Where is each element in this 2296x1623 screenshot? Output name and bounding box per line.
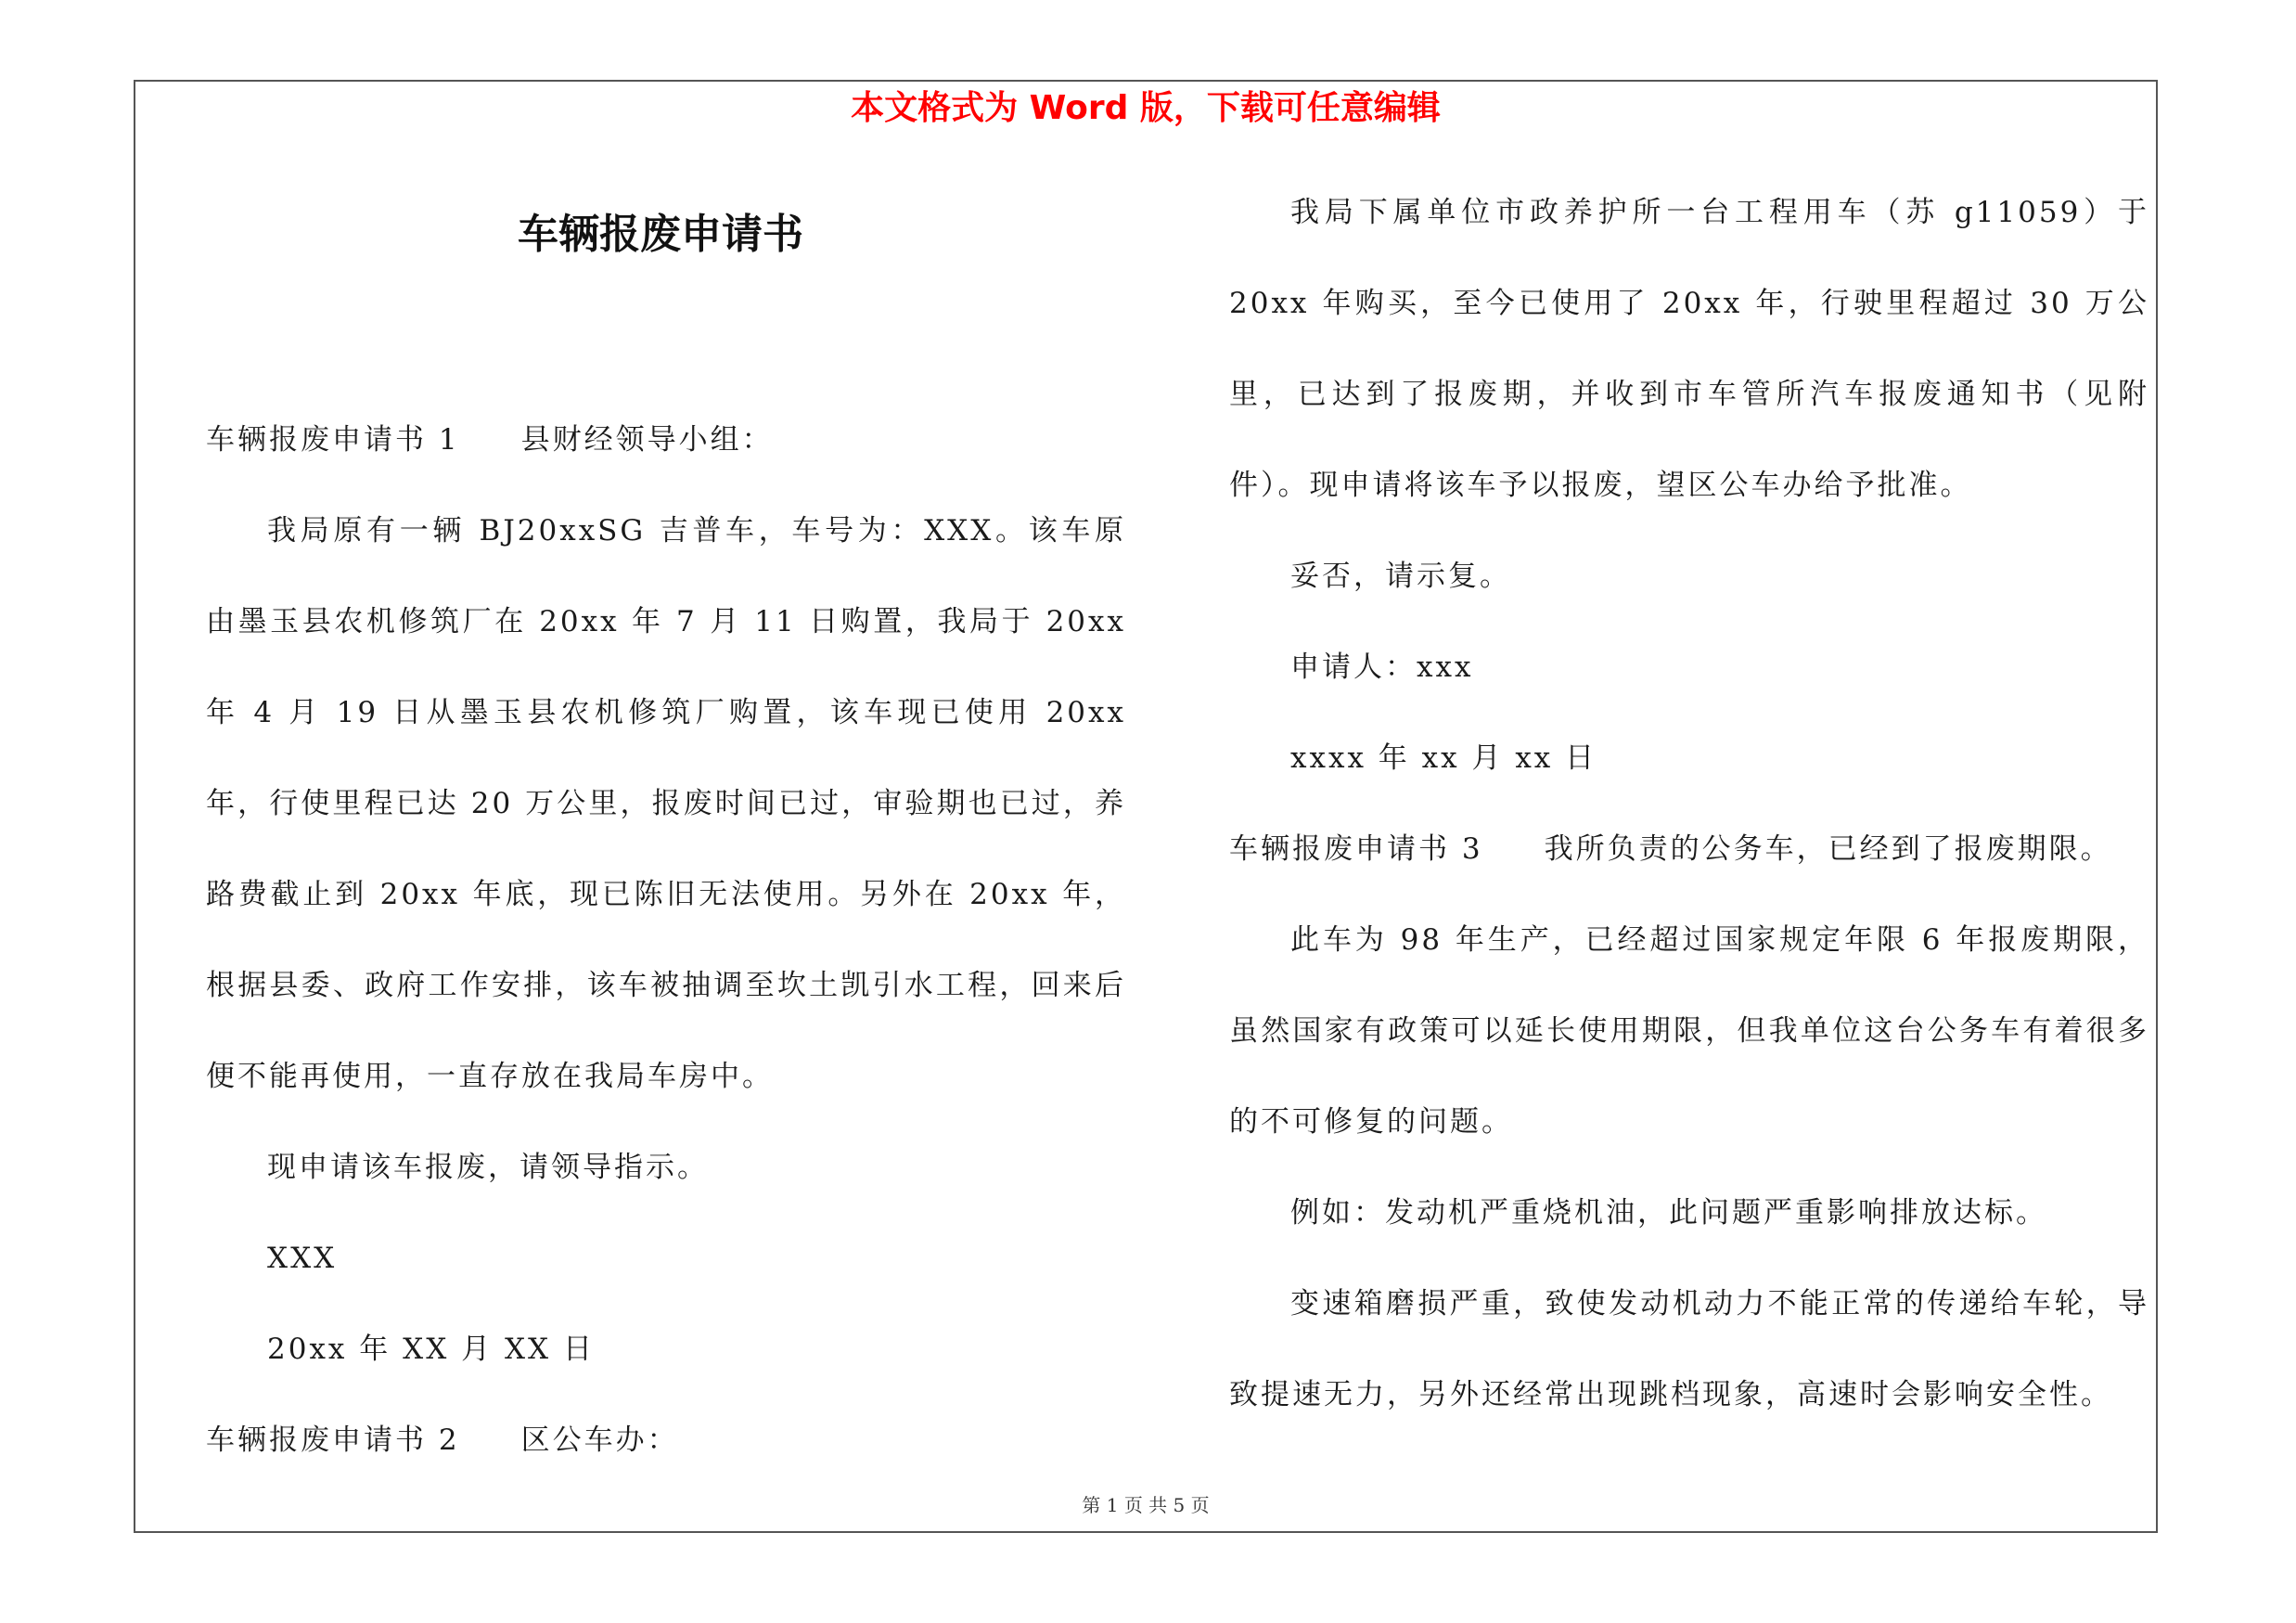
section-3-paragraph-1: 此车为 98 年生产，已经超过国家规定年限 6 年报废期限，虽然国家有政策可以延长使用期限，但我单位这台公务车有着很多的不可修复的问题。: [1229, 923, 2149, 1139]
section-2-heading-line: [206, 1395, 1126, 1486]
format-banner: 本文格式为 Word 版，下载可任意编辑: [851, 89, 1441, 127]
section-2-applicant: 申请人：xxx: [1290, 650, 1474, 684]
section-3-paragraph-3: 变速箱磨损严重，致使发动机动力不能正常的传递给车轮，导致提速无力，另外还经常出现跳档现象，高速时会影响安全性。: [1229, 1287, 2149, 1411]
section-1-signer: XXX: [267, 1242, 338, 1275]
section-1-heading-line: [206, 394, 1126, 485]
left-column: [206, 394, 1126, 1486]
section-3-heading-line: [1229, 804, 2149, 895]
page-number-footer: 第 1 页 共 5 页: [1082, 1494, 1210, 1516]
section-2-body: 我局下属单位市政养护所一台工程用车（苏 g11059）于 20xx 年购买，至今已使用了 20xx 年，行驶里程超过 30 万公里，已达到了报废期，并收到市车管所汽车报废通知书（见附件）。现申请将该车予以报废，望区公车办给予批准。: [1229, 196, 2149, 502]
section-2-date: xxxx 年 xx 月 xx 日: [1290, 741, 1597, 775]
section-3-heading: 车辆报废申请书 3: [1229, 832, 1483, 866]
section-3-paragraph-2: 例如：发动机严重烧机油，此问题严重影响排放达标。: [1290, 1196, 2047, 1230]
document-title: 车辆报废申请书: [518, 211, 803, 258]
section-1-salutation: 县财经领导小组：: [520, 423, 774, 457]
section-2-salutation: 区公车办：: [520, 1423, 679, 1457]
section-1-date: 20xx 年 XX 月 XX 日: [267, 1333, 595, 1366]
section-1-request: 现申请该车报废，请领导指示。: [267, 1151, 709, 1184]
section-2-closing: 妥否，请示复。: [1290, 560, 1511, 593]
section-1-body: 我局原有一辆 BJ20xxSG 吉普车，车号为：XXX。该车原由墨玉县农机修筑厂在 20xx 年 7 月 11 日购置，我局于 20xx 年 4 月 19 日从墨玉县农机修筑厂购置，该车现已使用 20xx 年，行使里程已达 20 万公里，报废时间已过，审验期也已过，养路费截止到 20xx 年底，现已陈旧无法使用。另外在 20xx 年，根据县委、政府工作安排，该车被抽调至坎土凯引水工程，回来后便不能再使用，一直存放在我局车房中。: [206, 514, 1126, 1093]
section-1-heading: 车辆报废申请书 1: [206, 423, 460, 457]
right-column: [1229, 167, 2149, 1440]
section-3-intro: 我所负责的公务车，已经到了报废期限。: [1544, 832, 2112, 866]
section-2-heading: 车辆报废申请书 2: [206, 1423, 460, 1457]
